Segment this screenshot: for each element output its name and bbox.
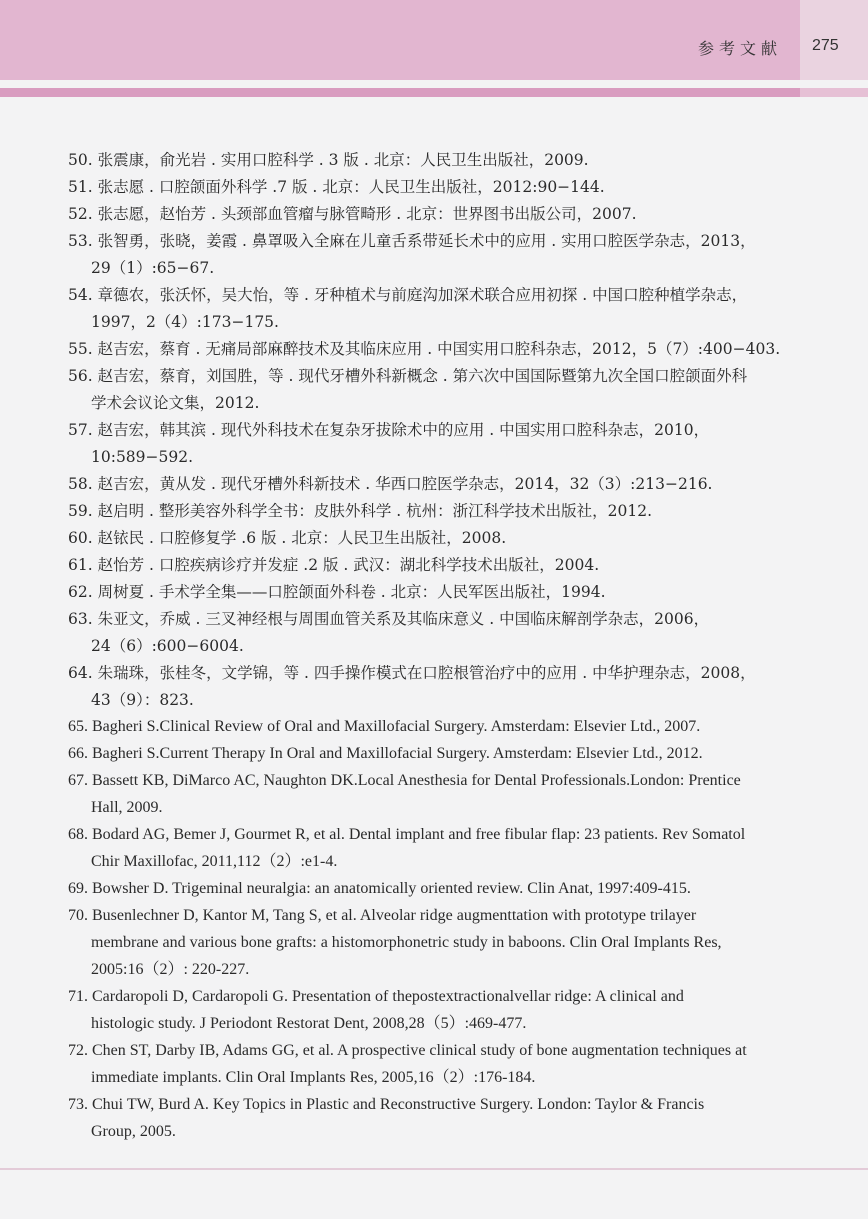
reference-entry [68, 202, 848, 229]
reference-text-continuation: 1997，2（4）:173−175. [91, 313, 279, 331]
reference-text: 59. 赵启明 . 整形美容外科学全书：皮肤外科学 . 杭州：浙江科学技术出版社，2012. [68, 502, 653, 520]
reference-entry [68, 580, 848, 607]
reference-entry [68, 661, 848, 715]
reference-text: 67. Bassett KB, DiMarco AC, Naughton DK.Local Anesthesia for Dental Professionals.London: Prentice [68, 772, 741, 789]
reference-entry [68, 607, 848, 661]
reference-text: 52. 张志愿，赵怡芳 . 头颈部血管瘤与脉管畸形 . 北京：世界图书出版公司，2007. [68, 205, 637, 223]
reference-entry [68, 715, 848, 742]
reference-text-continuation: membrane and various bone grafts: a histomorphonetric study in baboons. Clin Oral Implants Res, [91, 934, 722, 951]
reference-entry [68, 175, 848, 202]
reference-text-continuation: Hall, 2009. [91, 799, 163, 816]
reference-text: 54. 章德农，张沃怀，吴大怡，等 . 牙种植术与前庭沟加深术联合应用初探 . 中国口腔种植学杂志， [68, 286, 748, 304]
reference-entry [68, 283, 848, 337]
reference-text-continuation: 2005:16（2）: 220-227. [91, 961, 250, 978]
reference-entry [68, 526, 848, 553]
reference-text: 68. Bodard AG, Bemer J, Gourmet R, et al. Dental implant and free fibular flap: 23 patients. Rev Somatol [68, 826, 746, 843]
reference-text: 58. 赵吉宏，黄从发 . 现代牙槽外科新技术 . 华西口腔医学杂志，2014，32（3）:213−216. [68, 475, 713, 493]
reference-entry [68, 472, 848, 499]
reference-text: 65. Bagheri S.Clinical Review of Oral and Maxillofacial Surgery. Amsterdam: Elsevier Ltd., 2007. [68, 718, 701, 735]
reference-text: 50. 张震康，俞光岩 . 实用口腔科学 . 3 版 . 北京：人民卫生出版社，2009. [68, 151, 589, 169]
reference-entry [68, 823, 848, 877]
reference-text-continuation: Chir Maxillofac, 2011,112（2）:e1-4. [91, 853, 338, 870]
header-stripe [0, 88, 868, 97]
reference-entry [68, 553, 848, 580]
reference-text: 71. Cardaropoli D, Cardaropoli G. Presentation of thepostextractionalvellar ridge: A clinical and [68, 988, 684, 1005]
reference-text: 53. 张智勇，张晓，姜霞 . 鼻罩吸入全麻在儿童舌系带延长术中的应用 . 实用口腔医学杂志，2013， [68, 232, 756, 250]
reference-text-continuation: 10:589−592. [91, 448, 194, 466]
reference-text-continuation: immediate implants. Clin Oral Implants Res, 2005,16（2）:176-184. [91, 1069, 536, 1086]
reference-entry [68, 1039, 848, 1093]
reference-entry [68, 499, 848, 526]
reference-text-continuation: 29（1）:65−67. [91, 259, 215, 277]
reference-entry [68, 229, 848, 283]
reference-entry [68, 337, 848, 364]
reference-text: 61. 赵怡芳 . 口腔疾病诊疗并发症 .2 版 . 武汉：湖北科学技术出版社，2004. [68, 556, 600, 574]
reference-text: 72. Chen ST, Darby IB, Adams GG, et al. A prospective clinical study of bone augmentation techniques at [68, 1042, 747, 1059]
reference-text: 51. 张志愿 . 口腔颌面外科学 .7 版 . 北京：人民卫生出版社，2012:90−144. [68, 178, 605, 196]
reference-entry [68, 742, 848, 769]
reference-list [68, 148, 848, 1147]
reference-text: 64. 朱瑞珠，张桂冬，文学锦，等 . 四手操作模式在口腔根管治疗中的应用 . 中华护理杂志，2008， [68, 664, 756, 682]
reference-entry [68, 904, 848, 985]
page-number: 275 [812, 37, 839, 54]
reference-entry [68, 1093, 848, 1147]
reference-text: 62. 周树夏 . 手术学全集——口腔颌面外科卷 . 北京：人民军医出版社，1994. [68, 583, 606, 601]
reference-text: 69. Bowsher D. Trigeminal neuralgia: an anatomically oriented review. Clin Anat, 1997:409-415. [68, 880, 691, 897]
reference-text: 57. 赵吉宏，韩其滨 . 现代外科技术在复杂牙拔除术中的应用 . 中国实用口腔科杂志，2010， [68, 421, 710, 439]
section-title: 参考文献 [697, 39, 782, 58]
reference-entry [68, 364, 848, 418]
reference-entry [68, 418, 848, 472]
reference-text: 70. Busenlechner D, Kantor M, Tang S, et al. Alveolar ridge augmenttation with prototype trilayer [68, 907, 697, 924]
reference-entry [68, 148, 848, 175]
reference-text: 73. Chui TW, Burd A. Key Topics in Plastic and Reconstructive Surgery. London: Taylor & Francis [68, 1096, 705, 1113]
reference-text: 56. 赵吉宏，蔡育，刘国胜，等 . 现代牙槽外科新概念 . 第六次中国国际暨第九次全国口腔颌面外科 [68, 367, 748, 385]
reference-text-continuation: 43（9）：823. [91, 691, 194, 709]
header-stripe-end [800, 88, 868, 97]
reference-text: 66. Bagheri S.Current Therapy In Oral and Maxillofacial Surgery. Amsterdam: Elsevier Ltd., 2012. [68, 745, 703, 762]
reference-text: 55. 赵吉宏，蔡育 . 无痛局部麻醉技术及其临床应用 . 中国实用口腔科杂志，2012，5（7）:400−403. [68, 340, 781, 358]
reference-text-continuation: Group, 2005. [91, 1123, 176, 1140]
reference-entry [68, 877, 848, 904]
reference-entry [68, 985, 848, 1039]
reference-text-continuation: 学术会议论文集，2012. [91, 394, 260, 412]
header-band [0, 0, 800, 80]
footer-divider [0, 1168, 868, 1170]
reference-text: 63. 朱亚文，乔威 . 三叉神经根与周围血管关系及其临床意义 . 中国临床解剖学杂志，2006， [68, 610, 710, 628]
reference-text: 60. 赵铱民 . 口腔修复学 .6 版 . 北京：人民卫生出版社，2008. [68, 529, 507, 547]
reference-text-continuation: histologic study. J Periodont Restorat Dent, 2008,28（5）:469-477. [91, 1015, 527, 1032]
reference-entry [68, 769, 848, 823]
reference-text-continuation: 24（6）:600−6004. [91, 637, 244, 655]
